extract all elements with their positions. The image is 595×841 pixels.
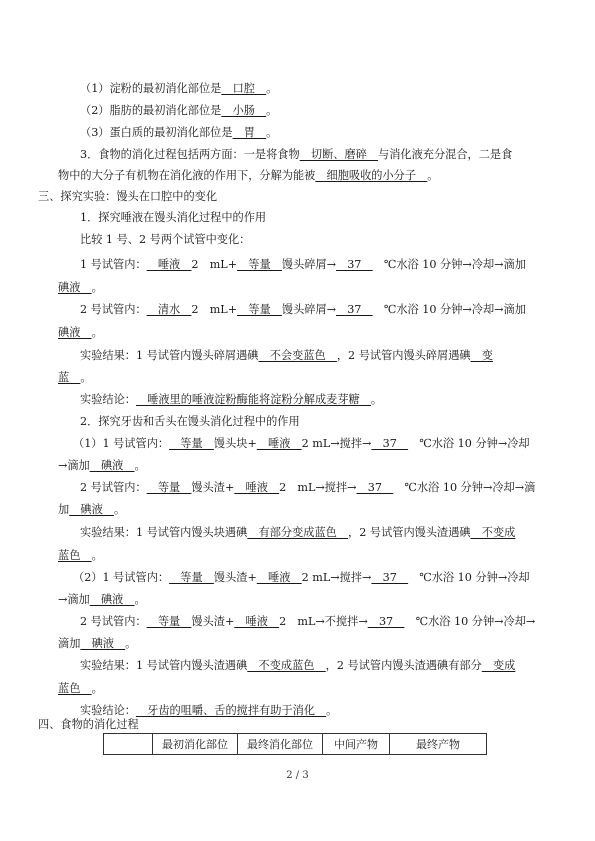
- text-line: [58, 211, 570, 225]
- line-text: 。: [91, 326, 103, 339]
- answer-blank: 蓝色__: [58, 682, 92, 695]
- line-text: 实验结果：1 号试管内馒头渣遇碘: [80, 659, 248, 672]
- answer-blank: __唾液__: [234, 615, 280, 628]
- line-text: 1 号试管内：: [80, 258, 147, 271]
- text-line: [58, 258, 570, 272]
- text-line: [58, 148, 570, 162]
- text-line: [58, 393, 570, 407]
- line-text: 与消化液充分混合，二是食: [378, 148, 513, 161]
- text-line: [58, 281, 548, 295]
- table-header-cell: 最终产物: [390, 734, 487, 755]
- text-line: [58, 615, 570, 629]
- line-text: 。: [134, 593, 146, 606]
- line-text: 实验结果：1 号试管内馒头块遇碘: [80, 526, 248, 539]
- line-text: 。: [370, 393, 383, 406]
- line-text: 滴加: [58, 637, 81, 650]
- line-text: 2 号试管内：: [80, 481, 147, 494]
- text-line: [38, 190, 528, 204]
- text-line: [38, 718, 528, 732]
- text-line: [58, 233, 570, 247]
- answer-blank: __不会变蓝色__: [258, 349, 337, 362]
- line-text: 比较 1 号、2 号两个试管中变化：: [80, 233, 251, 246]
- answer-blank: 蓝色__: [58, 549, 92, 562]
- text-line: [58, 82, 570, 96]
- answer-blank: 蓝__: [58, 371, 81, 384]
- line-text: 。: [266, 82, 278, 95]
- answer-blank: __细胞吸收的小分子__: [315, 169, 428, 182]
- table-header-cell: [104, 734, 153, 755]
- answer-blank: __不变成: [470, 526, 516, 539]
- line-text: ，2 号试管内馒头碎屑遇碘: [336, 349, 471, 362]
- answer-blank: 碘液__: [58, 281, 92, 294]
- line-text: 馒头渣+: [213, 571, 257, 584]
- line-text: 。: [113, 503, 126, 516]
- line-text: 。: [427, 169, 439, 182]
- answer-blank: __清水__: [146, 303, 192, 316]
- line-text: 馒头渣+: [191, 481, 235, 494]
- table-header-cell: 最终消化部位: [238, 734, 323, 755]
- line-text: ℃水浴 10 分钟→冷却→滴加: [372, 303, 526, 316]
- text-line: [58, 593, 548, 607]
- answer-blank: __不变成蓝色__: [247, 659, 326, 672]
- line-text: 。: [125, 637, 137, 650]
- text-line: [58, 503, 548, 517]
- line-text: 四、食物的消化过程: [38, 718, 139, 731]
- line-text: 。: [91, 281, 103, 294]
- text-line: [58, 682, 548, 696]
- line-text: 2 mL→搅拌→: [301, 437, 372, 450]
- answer-blank: __胃__: [232, 126, 267, 139]
- answer-blank: __变: [470, 349, 493, 362]
- line-text: 。: [91, 682, 103, 695]
- line-text: ℃水浴 10 分钟→冷却: [408, 571, 530, 584]
- answer-blank: __37__: [356, 481, 394, 494]
- answer-blank: __等量__: [146, 481, 192, 494]
- answer-blank: __等量__: [237, 258, 282, 271]
- text-line: [58, 303, 570, 317]
- answer-blank: __碘液__: [89, 593, 135, 606]
- line-text: 2 mL→不搅拌→: [279, 615, 368, 628]
- text-line: [58, 459, 548, 473]
- text-line: [58, 126, 570, 140]
- line-text: ，2 号试管内馒头渣遇碘有部分: [325, 659, 482, 672]
- line-text: 3．食物的消化过程包括两方面：一是将食物: [80, 148, 300, 161]
- line-text: 。: [266, 126, 278, 139]
- answer-blank: __等量__: [169, 571, 214, 584]
- answer-blank: __唾液__: [256, 437, 302, 450]
- line-text: 2 mL→搅拌→: [301, 571, 372, 584]
- answer-blank: __37__: [371, 437, 409, 450]
- text-line: [58, 571, 563, 585]
- line-text: 。: [80, 371, 92, 384]
- line-text: 2 mL+: [191, 303, 238, 316]
- line-text: 实验结果：1 号试管内馒头碎屑遇碘: [80, 349, 259, 362]
- answer-blank: __37__: [336, 303, 373, 316]
- text-line: [58, 481, 570, 495]
- line-text: 。: [134, 459, 146, 472]
- text-line: [58, 104, 570, 118]
- digestion-table: [103, 733, 487, 755]
- line-text: 2 mL+: [191, 258, 238, 271]
- line-text: 物中的大分子有机物在消化液的作用下，分解为能被: [58, 169, 316, 182]
- table-header-cell: 中间产物: [323, 734, 390, 755]
- line-text: 馒头碎屑→: [281, 303, 336, 316]
- answer-blank: __等量__: [169, 437, 214, 450]
- answer-blank: __小肠__: [221, 104, 267, 117]
- answer-blank: __碘液__: [89, 459, 135, 472]
- line-text: （2）脂肪的最初消化部位是: [80, 104, 222, 117]
- answer-blank: 碘液__: [58, 326, 92, 339]
- text-line: [58, 526, 570, 540]
- answer-blank: __有部分变成蓝色__: [247, 526, 349, 539]
- text-line: [58, 326, 548, 340]
- line-text: 实验结论：: [80, 393, 136, 406]
- answer-blank: __牙齿的咀嚼、舌的搅拌有助于消化__: [135, 704, 327, 717]
- line-text: （1）淀粉的最初消化部位是: [80, 82, 222, 95]
- line-text: 2 号试管内：: [80, 303, 147, 316]
- line-text: （1）1 号试管内：: [73, 437, 170, 450]
- line-text: 2 号试管内：: [80, 615, 147, 628]
- line-text: 。: [91, 549, 103, 562]
- answer-blank: __口腔__: [221, 82, 267, 95]
- answer-blank: __变成: [481, 659, 516, 672]
- line-text: 2 mL→搅拌→: [279, 481, 357, 494]
- page-number: 2 / 3: [286, 770, 309, 781]
- line-text: 1．探究唾液在馒头消化过程中的作用: [80, 211, 267, 224]
- text-line: [58, 437, 563, 451]
- text-line: [58, 549, 548, 563]
- answer-blank: __等量__: [237, 303, 282, 316]
- table-header-row: [104, 734, 487, 755]
- line-text: 。: [326, 704, 338, 717]
- answer-blank: __唾液__: [234, 481, 280, 494]
- text-line: [58, 659, 570, 673]
- line-text: ℃水浴 10 分钟→冷却→滴加: [372, 258, 526, 271]
- line-text: 馒头碎屑→: [281, 258, 336, 271]
- line-text: （2）1 号试管内：: [73, 571, 170, 584]
- line-text: 馒头块+: [213, 437, 257, 450]
- line-text: 实验结论：: [80, 704, 136, 717]
- answer-blank: __碘液__: [69, 503, 114, 516]
- text-line: [58, 349, 570, 363]
- table-header-cell: 最初消化部位: [153, 734, 238, 755]
- line-text: ℃水浴 10 分钟→冷却→滴: [393, 481, 536, 494]
- line-text: →滴加: [58, 459, 90, 472]
- line-text: ℃水浴 10 分钟→冷却→: [404, 615, 536, 628]
- answer-blank: __切断、磨碎__: [299, 148, 379, 161]
- answer-blank: __唾液里的唾液淀粉酶能将淀粉分解成麦芽糖__: [135, 393, 371, 406]
- line-text: （3）蛋白质的最初消化部位是: [80, 126, 233, 139]
- line-text: 2．探究牙齿和舌头在馒头消化过程中的作用: [80, 415, 300, 428]
- answer-blank: __37__: [367, 615, 405, 628]
- line-text: ，2 号试管内馒头渣遇碘: [348, 526, 471, 539]
- text-line: [58, 415, 570, 429]
- line-text: 三、探究实验：馒头在口腔中的变化: [38, 190, 218, 203]
- line-text: 馒头渣+: [191, 615, 235, 628]
- line-text: 。: [266, 104, 278, 117]
- line-text: 加: [58, 503, 70, 516]
- text-line: [58, 371, 548, 385]
- answer-blank: __等量__: [146, 615, 192, 628]
- answer-blank: __37__: [371, 571, 409, 584]
- answer-blank: __唾液__: [146, 258, 192, 271]
- text-line: [58, 637, 548, 651]
- line-text: ℃水浴 10 分钟→冷却: [408, 437, 530, 450]
- text-line: [58, 704, 570, 718]
- answer-blank: __37__: [336, 258, 373, 271]
- line-text: →滴加: [58, 593, 90, 606]
- answer-blank: __唾液__: [256, 571, 302, 584]
- text-line: [58, 169, 548, 183]
- answer-blank: __碘液__: [80, 637, 126, 650]
